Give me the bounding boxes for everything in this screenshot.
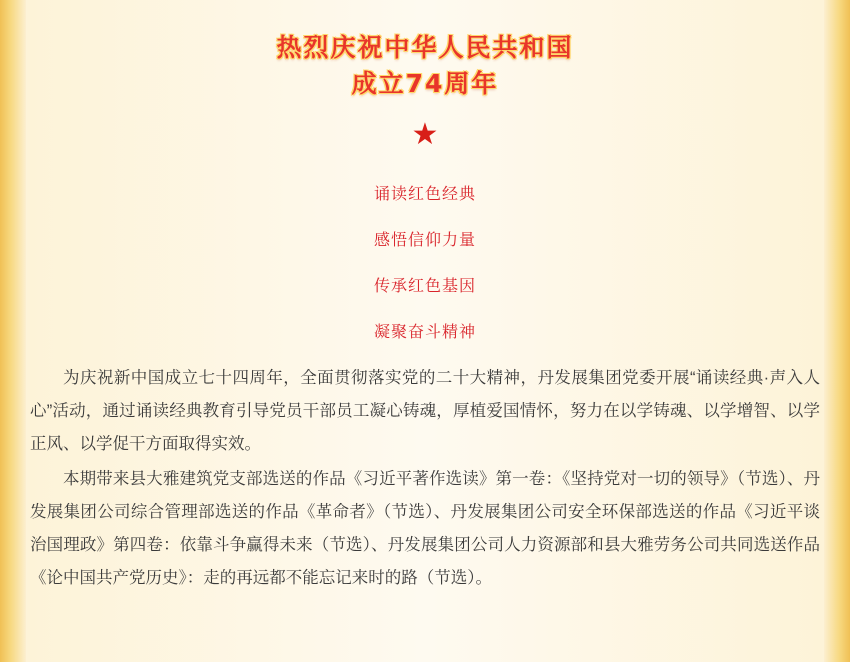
- slogan-list: [0, 172, 850, 356]
- article-paragraph-2: 本期带来县大雅建筑党支部选送的作品《习近平著作选读》第一卷：《坚持党对一切的领导》（节选）、丹发展集团公司综合管理部选送的作品《革命者》（节选）、丹发展集团公司安全环保部选送的作品《习近平谈治国理政》第四卷：依靠斗争赢得未来（节选）、丹发展集团公司人力资源部和县大雅劳务公司共同选送作品《论中国共产党历史》：走的再远都不能忘记来时的路（节选）。: [30, 470, 820, 587]
- slogan-item-3: 传承红色基因: [373, 278, 476, 295]
- slogan-item-2: 感悟信仰力量: [373, 232, 476, 249]
- title-line-2: 成立74周年: [351, 69, 499, 98]
- article-paragraph-1: 为庆祝新中国成立七十四周年，全面贯彻落实党的二十大精神，丹发展集团党委开展“诵读经典·声入人心”活动，通过诵读经典教育引导党员干部员工凝心铸魂，厚植爱国情怀，努力在以学铸魂、以学增智、以学正风、以学促干方面取得实效。: [30, 369, 820, 453]
- article-body: [30, 362, 820, 595]
- slogan-item-4: 凝聚奋斗精神: [373, 324, 476, 341]
- star-icon: ★: [411, 118, 439, 151]
- slogan-item-1: 诵读红色经典: [373, 186, 476, 203]
- title-line-1: 热烈庆祝中华人民共和国: [276, 33, 574, 62]
- star-divider: [0, 120, 850, 150]
- poster-header: [0, 0, 850, 102]
